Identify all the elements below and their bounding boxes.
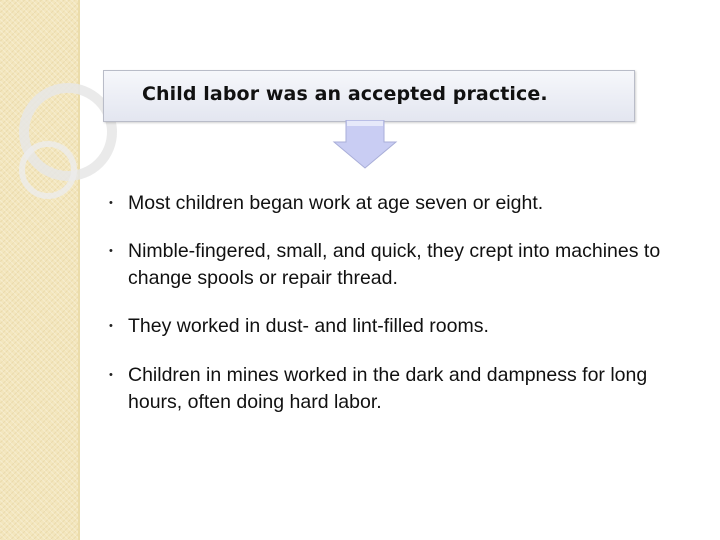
bullet-text: They worked in dust- and lint-filled rooms. [128,315,489,337]
bullet-icon: • [109,245,113,257]
callout-title-box [103,70,635,122]
side-decorative-strip [0,0,80,540]
bullet-list [108,190,703,437]
bullet-icon: • [109,320,113,332]
bullet-text: Nimble-fingered, small, and quick, they crept into machines to change spools or repair thread. [128,240,661,289]
list-item [108,362,703,416]
bullet-icon: • [109,369,113,381]
list-item [108,190,703,217]
bullet-text: Children in mines worked in the dark and dampness for long hours, often doing hard labor. [128,364,648,413]
bullet-icon: • [109,197,113,209]
slide-title: Child labor was an accepted practice. [142,83,548,105]
list-item [108,313,703,340]
list-item [108,238,703,292]
bullet-text: Most children began work at age seven or eight. [128,192,544,214]
down-arrow-icon [320,120,410,170]
